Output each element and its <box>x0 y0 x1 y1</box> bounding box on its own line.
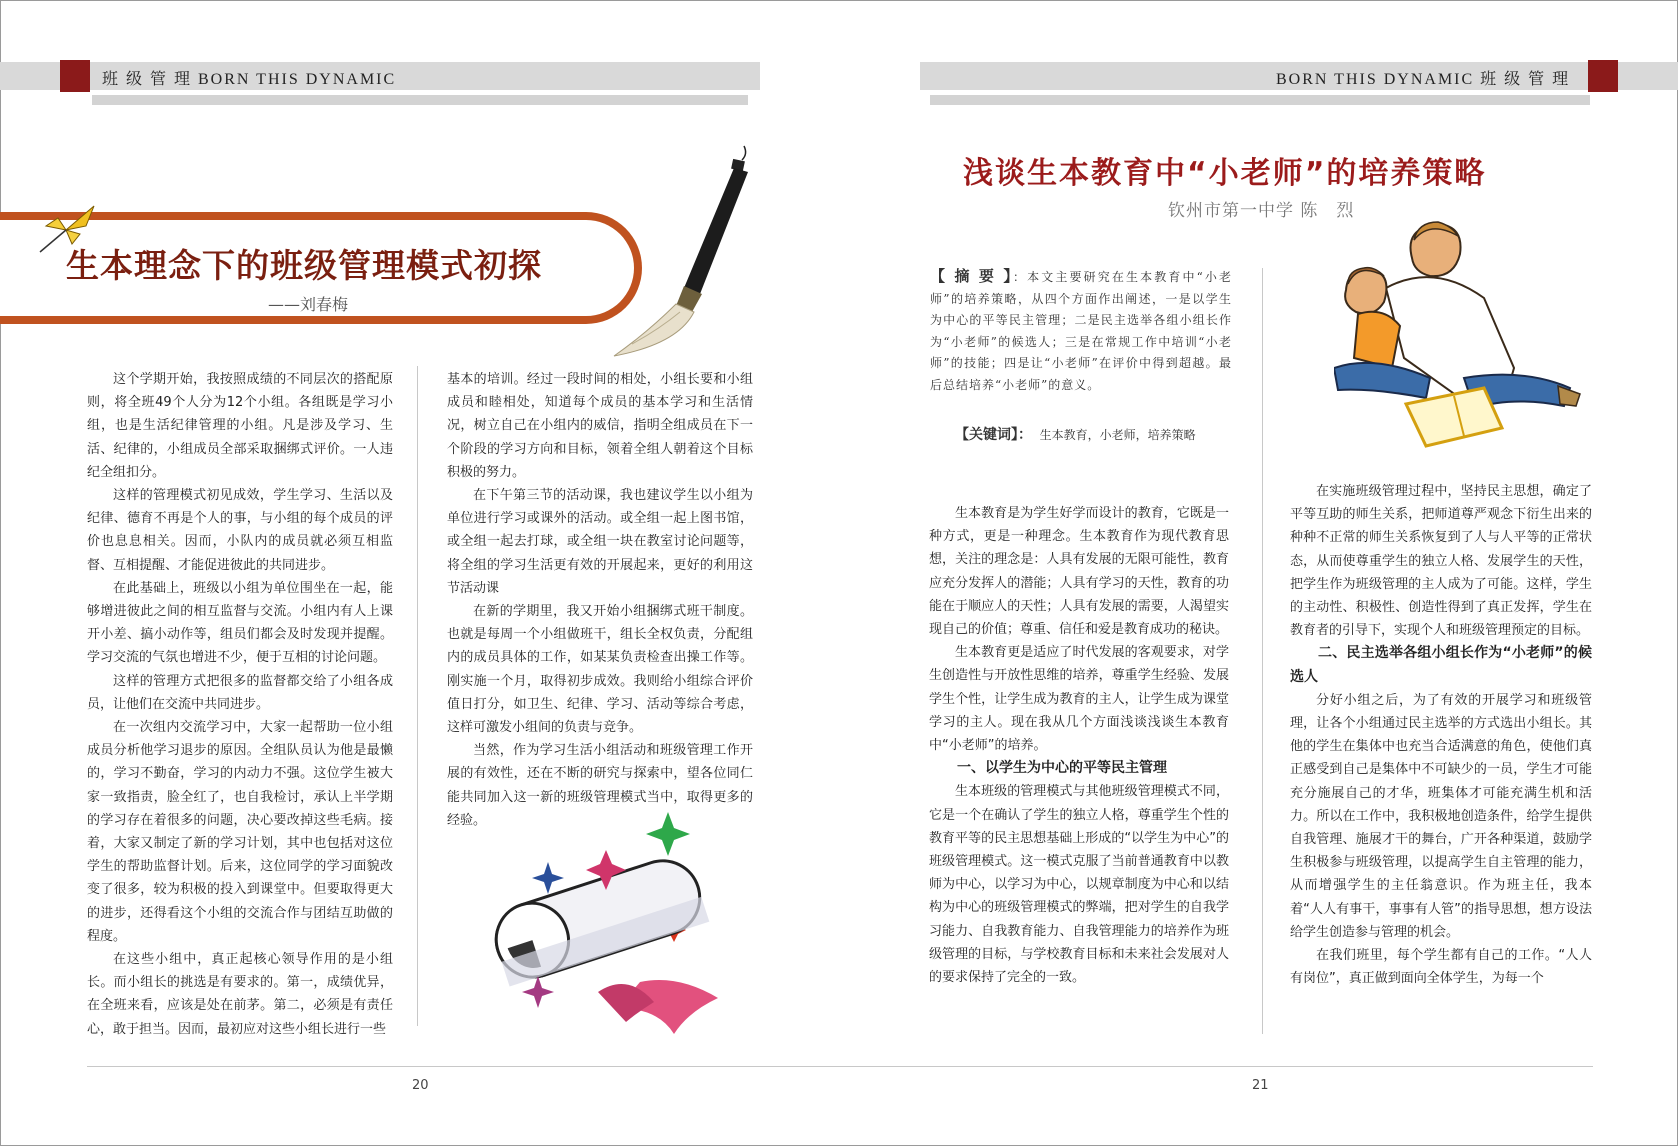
paragraph: 分好小组之后，为了有效的开展学习和班级管理，让各个小组通过民主选举的方式选出小组长。其他的学生在集体中也充当合适满意的角色，使他们真正感受到自己是集体中不可缺少的一员，学生才可能充分施展自己的才华，班集体才可能充满生机和活力。所以在工作中，我积极地创造条件，给学生提供自我管理、施展才干的舞台，广开各种渠道，鼓励学生积极参与班级管理，以提高学生自主管理的能力，从而增强学生的主任翁意识。作为班主任，我本着“人人有事干，事事有人管”的指导思想，想方设法给学生创造参与管理的机会。 <box>1290 692 1592 940</box>
father-son-reading-illustration <box>1334 218 1582 468</box>
running-header-right: BORN THIS DYNAMIC 班 级 管 理 <box>1276 71 1571 88</box>
header-marker-left <box>60 60 90 92</box>
paragraph: 在这些小组中，真正起核心领导作用的是小组长。而小组长的挑选是有要求的。第一，成绩优异，在全班来看，应该是处在前茅。第二，必须是有责任心，敢于担当。因而，最初应对这些小组长进行一些 <box>87 952 393 1037</box>
paragraph: 在实施班级管理过程中，坚持民主思想，确定了平等互助的师生关系，把师道尊严观念下衍生出来的种种不正常的师生关系恢复到了人与人平等的正常状态，从而使尊重学生的独立人格、发展学生的天性，把学生作为班级管理的主人成为了可能。这样，学生的主动性、积极性、创造性得到了真正发挥，学生在教育者的引导下，实现个人和班级管理预定的目标。 <box>1290 484 1592 639</box>
page-number-right: 21 <box>1252 1078 1269 1093</box>
paragraph: 在此基础上，班级以小组为单位围坐在一起，能够增进彼此之间的相互监督与交流。小组内有人上课开小差、搞小动作等，组员们都会及时发现并提醒。学习交流的气氛也增进不少，便于互相的讨论问题。 <box>87 580 393 666</box>
paragraph: 在一次组内交流学习中，大家一起帮助一位小组成员分析他学习退步的原因。全组队员认为他是最懒的，学习不勤奋，学习的内动力不强。这位学生被大家一致指责，脸全红了，也自我检讨，承认上半学期的学习存在着很多的问题，决心要改掉这些毛病。接着，大家又制定了新的学习计划，其中也包括对这位学生的帮助监督计划。后来，这位同学的学习面貌改变了很多，较为积极的投入到课堂中。但要取得更大的进步，还得看这个小组的交流合作与团结互助做的程度。 <box>87 720 393 944</box>
paragraph: 基本的培训。经过一段时间的相处，小组长要和小组成员和睦相处，知道每个成员的基本学习和生活情况，树立自己在小组内的威信，指明全组成员在下一个阶段的学习方向和目标，领着全组人朝着这个目标积极的努力。 <box>447 372 753 480</box>
section-heading-1: 一、以学生为中心的平等民主管理 <box>957 760 1167 777</box>
paragraph: 这样的管理模式初见成效，学生学习、生活以及纪律、德育不再是个人的事，与小组的每个成员的评价也息息相关。因而，小队内的成员就必须互相监督、互相提醒、才能促进彼此的共同进步。 <box>87 488 393 573</box>
calligraphy-brush-illustration <box>608 144 758 360</box>
header-rule-right <box>930 95 1590 105</box>
right-article-title: 浅谈生本教育中“小老师”的培养策略 <box>963 156 1487 191</box>
right-column-1 <box>929 502 1229 989</box>
paragraph: 当然，作为学习生活小组活动和班级管理工作开展的有效性，还在不断的研究与探索中，望各位同仁能共同加入这一新的班级管理模式当中，取得更多的经验。 <box>447 743 753 828</box>
footer-rule <box>87 1066 1593 1067</box>
section-heading-2: 二、民主选举各组小组长作为“小老师”的候选人 <box>1290 645 1592 685</box>
paragraph: 生本教育更是适应了时代发展的客观要求，对学生创造性与开放性思维的培养，尊重学生经验、发展学生个性，让学生成为教育的主人，让学生成为课堂学习的主人。现在我从几个方面浅谈浅谈生本教育中“小老师”的培养。 <box>929 645 1229 754</box>
keywords-text: 生本教育，小老师，培养策略 <box>1039 428 1196 442</box>
paragraph: 生本教育是为学生好学而设计的教育，它既是一种方式，更是一种理念。生本教育作为现代教育思想，关注的理念是：人具有发展的无限可能性，教育应充分发挥人的潜能；人具有学习的天性，教育的功能在于顺应人的天性；人具有发展的需要，人渴望实现自己的价值；尊重、信任和爱是教育成功的秘诀。 <box>929 506 1229 638</box>
keywords <box>955 424 1196 444</box>
header-rule-left <box>92 95 748 105</box>
abstract-text: ：本文主要研究在生本教育中“小老师”的培养策略，从四个方面作出阐述，一是以学生为中心的平等民主管理；二是民主选举各组小组长作为“小老师”的候选人；三是在常规工作中培训“小老师”的技能；四是让“小老师”在评价中得到超越。最后总结培养“小老师”的意义。 <box>930 270 1232 392</box>
paragraph: 这个学期开始，我按照成绩的不同层次的搭配原则，将全班49个人分为12个小组。各组既是学习小组，也是生活纪律管理的小组。凡是涉及学习、生活、纪律的，小组成员全部采取捆绑式评价。一人违纪全组扣分。 <box>87 372 393 480</box>
abstract-label: 【 摘 要 】 <box>930 267 1014 285</box>
column-divider <box>1262 268 1263 1034</box>
right-column-2 <box>1290 480 1592 990</box>
left-column-1 <box>87 368 393 1041</box>
paragraph: 在新的学期里，我又开始小组捆绑式班干制度。也就是每周一个小组做班干，组长全权负责，分配组内的成员具体的工作，如某某负责检查出操工作等。刚实施一个月，取得初步成效。我则给小组综合评价值日打分，如卫生、纪律、学习、活动等综合考虑，这样可激发小组间的负责与竞争。 <box>447 604 753 736</box>
column-divider <box>417 366 418 1026</box>
left-article-author: ——刘春梅 <box>268 295 349 314</box>
page-number-left: 20 <box>412 1078 429 1093</box>
scroll-diploma-illustration <box>478 812 738 1042</box>
paragraph: 生本班级的管理模式与其他班级管理模式不同，它是一个在确认了学生的独立人格，尊重学生个性的教育平等的民主思想基础上形成的“以学生为中心”的班级管理模式。这一模式克服了当前普通教育中以教师为中心，以学习为中心，以规章制度为中心和以结构为中心的班级管理模式的弊端，把对学生的自我学习能力、自我教育能力、自我管理能力的培养作为班级管理的目标，与学校教育目标和未来社会发展对人的要求保持了完全的一致。 <box>929 784 1229 986</box>
running-header-left: 班 级 管 理 BORN THIS DYNAMIC <box>102 71 397 88</box>
left-column-2 <box>447 368 753 832</box>
header-marker-right <box>1588 60 1618 92</box>
keywords-label: 【关键词】： <box>955 427 1032 443</box>
abstract <box>930 266 1232 397</box>
left-article-title: 生本理念下的班级管理模式初探 <box>66 246 542 285</box>
paragraph: 在我们班里，每个学生都有自己的工作。“人人有岗位”，真正做到面向全体学生，为每一个 <box>1290 948 1592 987</box>
paragraph: 在下午第三节的活动课，我也建议学生以小组为单位进行学习或课外的活动。或全组一起上图书馆，或全组一起去打球，或全组一块在教室讨论问题等，将全组的学习生活更有效的开展起来，更好的利用这节活动课 <box>447 488 753 596</box>
paragraph: 这样的管理方式把很多的监督都交给了小组各成员，让他们在交流中共同进步。 <box>87 673 393 712</box>
right-article-author: 钦州市第一中学 陈 烈 <box>1168 201 1355 221</box>
